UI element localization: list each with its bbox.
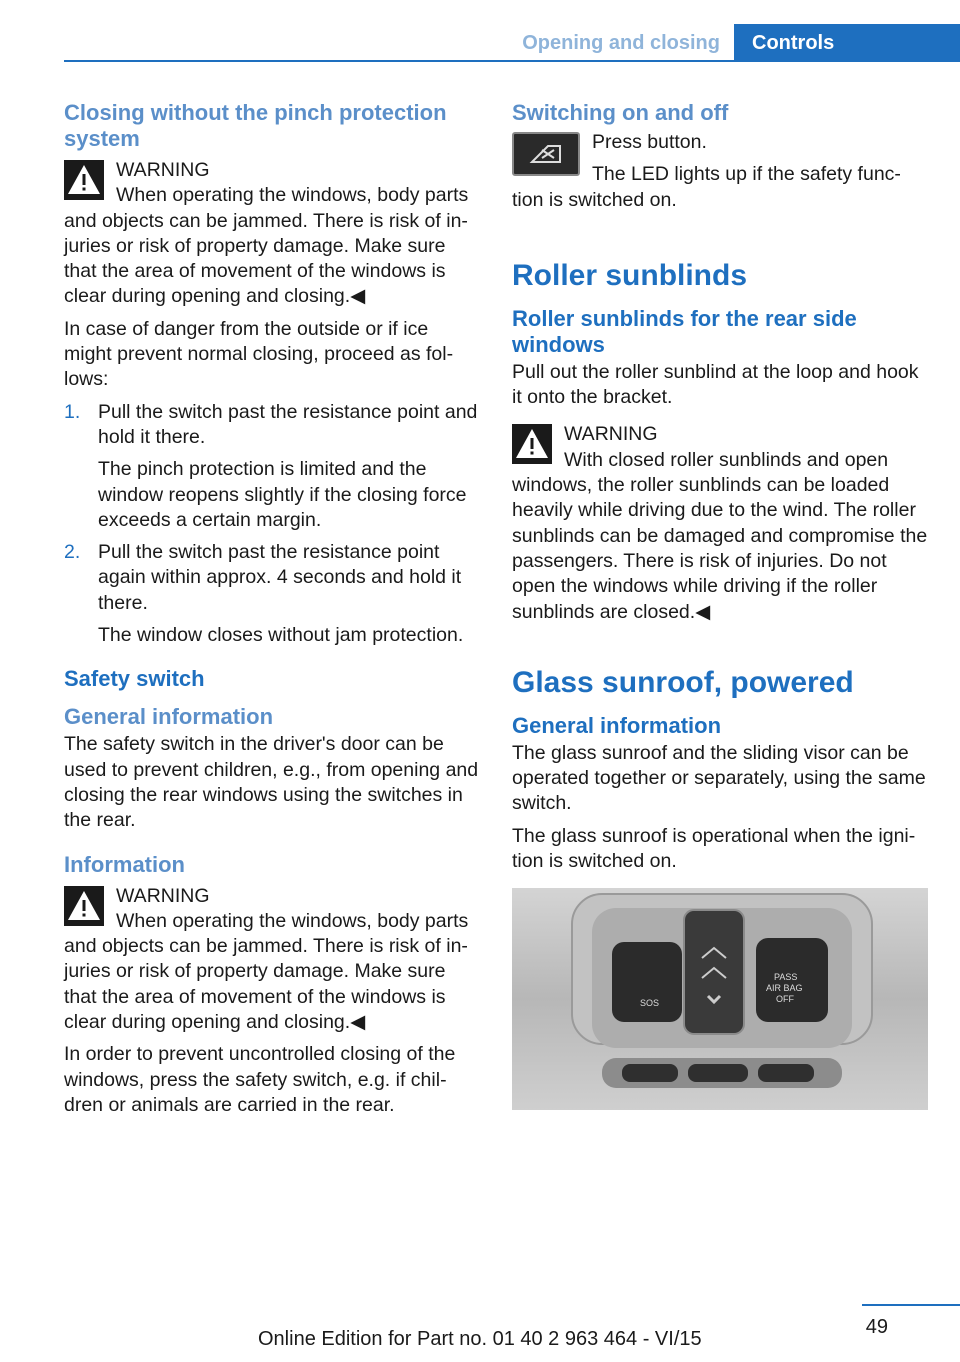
airbag-label: AIR BAG [766, 983, 803, 994]
general-text: The safety switch in the driver's door can be used to prevent children, e.g., from opening and closing the rear windows using the switches in the rear. [64, 733, 479, 832]
warning-block [512, 422, 930, 624]
prevent-text: In order to prevent uncontrolled closing of the windows, press the safety switch, e.g. if chil- dren or animals are carried in the rear. [64, 1043, 456, 1116]
sunroof-general-heading: General information [512, 712, 722, 738]
sunroof-text-2: The glass sunroof is operational when the igni- tion is switched on. [512, 824, 916, 873]
information-heading: Information [64, 851, 185, 877]
step-text: Pull the switch past the resistance point again within approx. 4 seconds and hold it there. [98, 541, 462, 614]
rear-sunblinds-heading: Roller sunblinds for the rear side windows [512, 305, 857, 357]
warning-triangle-icon [64, 886, 104, 926]
step-result: The pinch protection is limited and the window reopens slightly if the closing force exceeds a certain margin. [98, 458, 467, 531]
safety-heading: Safety switch [64, 666, 205, 692]
edition-footer: Online Edition for Part no. 01 40 2 963 464 - VI/15 [258, 1328, 702, 1350]
overhead-console-photo [512, 888, 928, 1110]
press-button-text: Press button. [592, 131, 707, 153]
warning-title: WARNING [564, 423, 658, 446]
warning-triangle-icon [64, 160, 104, 200]
sunblinds-heading: Roller sunblinds [512, 258, 748, 292]
step-item [64, 400, 480, 533]
led-text: The LED lights up if the safety func- tion is switched on. [512, 163, 901, 211]
warning-title: WARNING [116, 159, 210, 181]
rear-sunblinds-text: Pull out the roller sunblind at the loop and hook it onto the bracket. [512, 360, 919, 409]
danger-intro: In case of danger from the outside or if ice might prevent normal closing, proceed as fol- lows: [64, 317, 454, 391]
warning-block [64, 884, 480, 1036]
step-number: 2. [64, 541, 81, 564]
pass-label: PASS [774, 972, 798, 983]
footer-rule [862, 1304, 960, 1306]
warning-title: WARNING [116, 884, 210, 907]
sunroof-text-1: The glass sunroof and the sliding visor can be operated together or separately, using the same switch. [512, 741, 926, 815]
page-number: 49 [865, 1316, 888, 1338]
warning-triangle-icon [512, 424, 552, 464]
sos-label: SOS [640, 998, 660, 1009]
safety-switch-button-icon [512, 132, 580, 176]
switching-block [512, 130, 930, 220]
warning-block [64, 158, 480, 310]
page-header [64, 24, 960, 62]
general-heading: General information [64, 704, 274, 730]
right-column [512, 100, 930, 1110]
switching-heading: Switching on and off [512, 100, 729, 125]
warning-text: When operating the windows, body parts and objects can be jammed. There is risk of in- juries or risk of property damage. Make sure that the area of movement of the windows is clear during opening and closing.◀ [64, 184, 469, 308]
step-item [64, 540, 480, 648]
off-label: OFF [776, 994, 794, 1005]
warning-text: When operating the windows, body parts and objects can be jammed. There is risk of in- juries or risk of property damage. Make sure that the area of movement of the windows is clear during opening and closing.◀ [64, 909, 469, 1034]
step-result: The window closes without jam protection. [98, 624, 464, 647]
step-text: Pull the switch past the resistance point and hold it there. [98, 400, 478, 448]
header-chapter-tab: Controls [734, 24, 960, 62]
closing-heading: Closing without the pinch protection system [64, 100, 447, 151]
step-number: 1. [64, 400, 81, 423]
sunroof-heading: Glass sunroof, powered [512, 665, 854, 699]
header-rule [64, 60, 960, 62]
header-section-title: Opening and closing [522, 32, 720, 54]
left-column [64, 100, 480, 1125]
warning-text: With closed roller sunblinds and open windows, the roller sunblinds can be loaded heavily while driving due to the wind. The roller sunblinds can be damaged and compromise the passengers. There is risk of injuries. Do not open the windows while driving if the roller sunblinds are closed.◀ [512, 448, 928, 623]
